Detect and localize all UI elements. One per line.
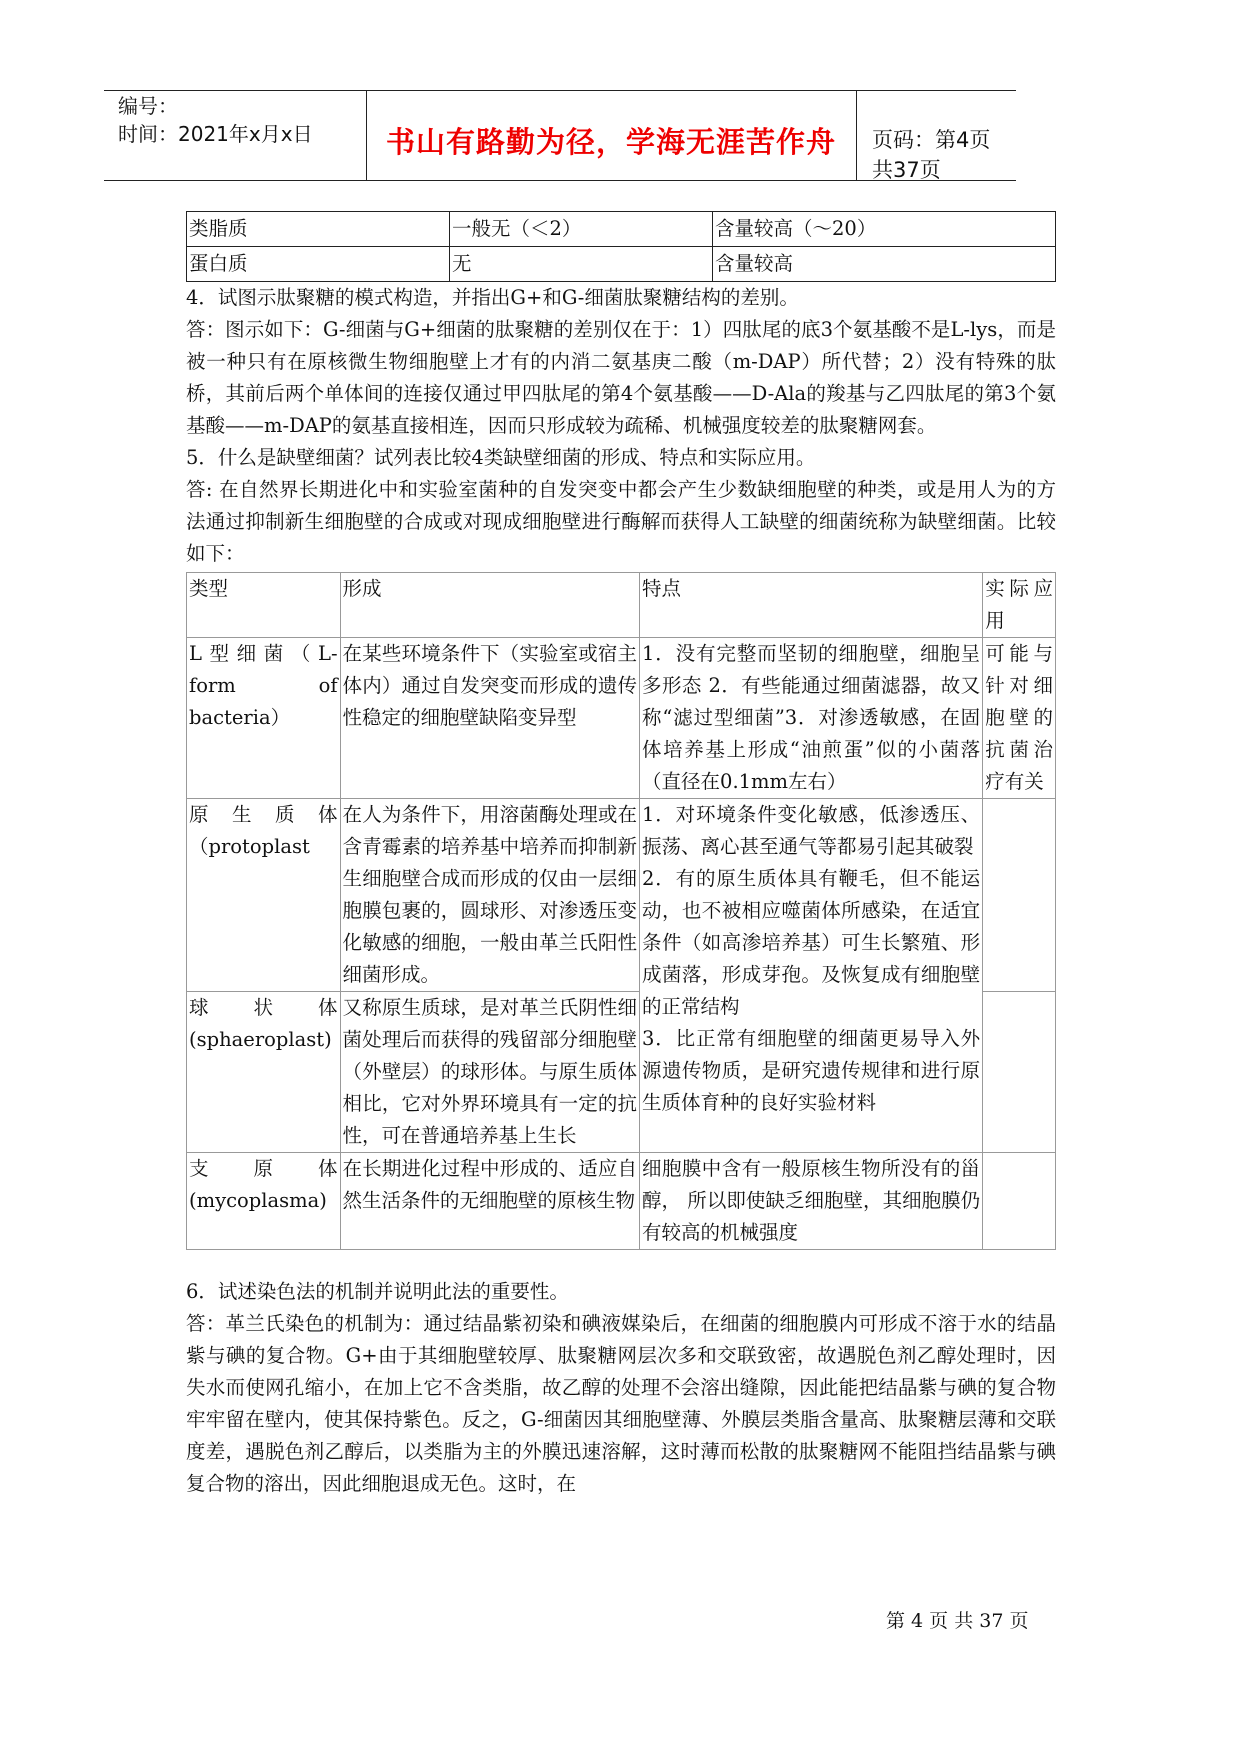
cell-application: 可能与针对细胞壁的抗菌治疗有关 (983, 638, 1056, 799)
table-row (187, 247, 1056, 282)
cell-application (983, 799, 1056, 992)
table-row (187, 638, 1056, 799)
cell-wall-deficient-bacteria-table (186, 572, 1056, 1250)
cell-type: 原生质体（protoplast (187, 799, 341, 992)
table-header-row (187, 573, 1056, 638)
answer-6: 答：革兰氏染色的机制为：通过结晶紫初染和碘液媒染后，在细菌的细胞膜内可形成不溶于水的结晶紫与碘的复合物。G+由于其细胞壁较厚、肽聚糖网层次多和交联致密，故遇脱色剂乙醇处理时，因失水而使网孔缩小，在加上它不含类脂，故乙醇的处理不会溶出缝隙，因此能把结晶紫与碘的复合物牢牢留在壁内，使其保持紫色。反之，G-细菌因其细胞壁薄、外膜层类脂含量高、肽聚糖层薄和交联度差，遇脱色剂乙醇后，以类脂为主的外膜迅速溶解，这时薄而松散的肽聚糖网不能阻挡结晶紫与碘复合物的溶出，因此细胞退成无色。这时，在 (186, 1312, 1056, 1495)
header-divider-right (856, 90, 857, 180)
column-header-application: 实际应用 (983, 573, 1056, 638)
cell-type: 支原体(mycoplasma) (187, 1153, 341, 1250)
table-cell: 一般无（＜2） (450, 212, 713, 247)
answer-4: 答：图示如下：G-细菌与G+细菌的肽聚糖的差别仅在于：1）四肽尾的底3个氨基酸不是L-lys，而是被一种只有在原核微生物细胞壁上才有的内消二氨基庚二酸（m-DAP）所代替；2）没有特殊的肽桥，其前后两个单体间的连接仅通过甲四肽尾的第4个氨基酸——D-Ala的羧基与乙四肽尾的第3个氨基酸——m-DAP的氨基直接相连，因而只形成较为疏稀、机械强度较差的肽聚糖网套。 (186, 318, 1056, 437)
cell-type: L型细菌（L-form of bacteria） (187, 638, 341, 799)
document-body (186, 211, 1056, 1500)
cell-formation: 又称原生质球，是对革兰氏阴性细菌处理后而获得的残留部分细胞壁（外壁层）的球形体。与原生质体相比，它对外界环境具有一定的抗性，可在普通培养基上生长 (340, 992, 639, 1153)
table-row (187, 799, 1056, 992)
question-5: 5．什么是缺壁细菌？试列表比较4类缺壁细菌的形成、特点和实际应用。 (186, 446, 816, 469)
doc-number-label: 编号： (118, 94, 178, 118)
column-header-type: 类型 (187, 573, 341, 638)
cell-formation: 在长期进化过程中形成的、适应自然生活条件的无细胞壁的原核生物 (340, 1153, 639, 1250)
cell-features: 1．对环境条件变化敏感，低渗透压、振荡、离心甚至通气等都易引起其破裂 2．有的原生质体具有鞭毛，但不能运动，也不被相应噬菌体所感染，在适宜条件（如高渗培养基）可生长繁殖、形成菌落，形成芽孢。及恢复成有细胞壁的正常结构 3．比正常有细胞壁的细菌更易导入外源遗传物质，是研究遗传规律和进行原生质体育种的良好实验材料 (640, 799, 983, 1153)
table-cell: 蛋白质 (187, 247, 450, 282)
question-6: 6．试述染色法的机制并说明此法的重要性。 (186, 1280, 569, 1303)
spacer (186, 1250, 1056, 1276)
table-cell: 含量较高（～20） (713, 212, 1056, 247)
table-row (187, 212, 1056, 247)
header-page-info: 页码：第4页 共37页 (872, 128, 991, 182)
comparison-table-top (186, 211, 1056, 282)
table-cell: 类脂质 (187, 212, 450, 247)
cell-formation: 在人为条件下，用溶菌酶处理或在含青霉素的培养基中培养而抑制新生细胞壁合成而形成的仅由一层细胞膜包裹的，圆球形、对渗透压变化敏感的细胞，一般由革兰氏阳性细菌形成。 (340, 799, 639, 992)
header-motto: 书山有路勤为径，学海无涯苦作舟 (385, 125, 836, 159)
page-footer: 第 4 页 共 37 页 (886, 1610, 1029, 1632)
table-row (187, 1153, 1056, 1250)
cell-formation: 在某些环境条件下（实验室或宿主体内）通过自发突变而形成的遗传性稳定的细胞壁缺陷变异型 (340, 638, 639, 799)
cell-application (983, 992, 1056, 1153)
column-header-formation: 形成 (340, 573, 639, 638)
header-meta (118, 92, 313, 148)
header-top-rule (104, 90, 1016, 91)
cell-type: 球状体(sphaeroplast) (187, 992, 341, 1153)
doc-time-label: 时间：2021年x月x日 (118, 122, 313, 146)
answer-5: 答: 在自然界长期进化中和实验室菌种的自发突变中都会产生少数缺细胞壁的种类，或是用人为的方法通过抑制新生细胞壁的合成或对现成细胞壁进行酶解而获得人工缺壁的细菌统称为缺壁细菌。比较如下： (186, 478, 1056, 565)
cell-application (983, 1153, 1056, 1250)
column-header-features: 特点 (640, 573, 983, 638)
cell-features: 细胞膜中含有一般原核生物所没有的甾醇， 所以即使缺乏细胞壁，其细胞膜仍有较高的机械强度 (640, 1153, 983, 1250)
table-cell: 无 (450, 247, 713, 282)
table-cell: 含量较高 (713, 247, 1056, 282)
page-header (104, 80, 1016, 183)
cell-features: 1．没有完整而坚韧的细胞壁，细胞呈多形态 2．有些能通过细菌滤器，故又称“滤过型细菌”3．对渗透敏感，在固体培养基上形成“油煎蛋”似的小菌落（直径在0.1mm左右） (640, 638, 983, 799)
question-4: 4．试图示肽聚糖的模式构造，并指出G+和G-细菌肽聚糖结构的差别。 (186, 286, 799, 309)
